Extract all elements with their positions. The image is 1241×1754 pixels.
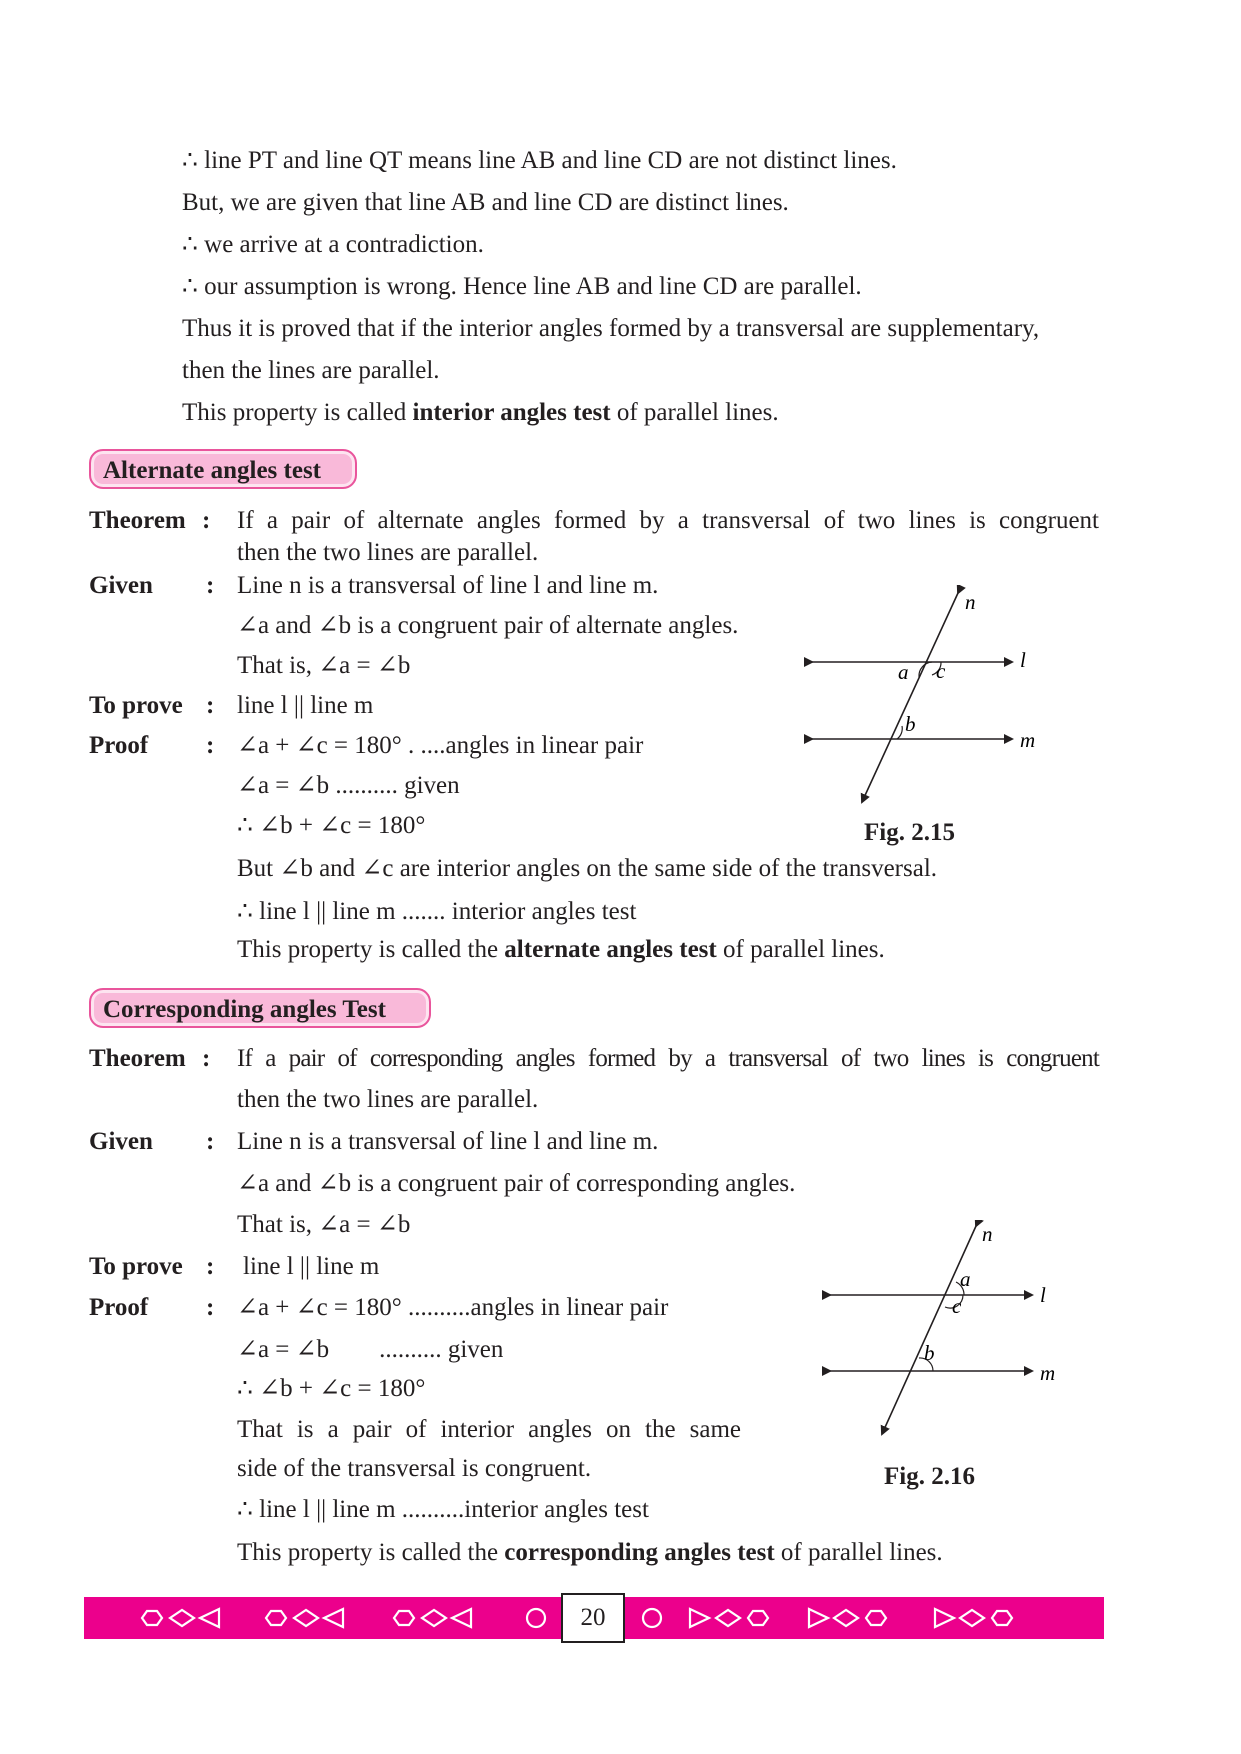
circle-icon	[527, 1609, 545, 1627]
alt-proof-line-1: ∠a + ∠c = 180° . ....angles in linear pair	[237, 732, 644, 759]
corr-theorem-label: Theorem	[89, 1045, 186, 1072]
intro-line-2: But, we are given that line AB and line CD are distinct lines.	[182, 189, 789, 216]
diamond-icon	[294, 1610, 318, 1626]
hexagon-icon	[992, 1611, 1012, 1625]
alternate-angles-heading: Alternate angles test	[89, 449, 357, 489]
label-c: c	[936, 659, 946, 683]
triangle-left-icon	[200, 1609, 219, 1627]
corr-theorem-colon: :	[202, 1045, 211, 1072]
label-c: c	[952, 1294, 962, 1318]
intro-line-7-post: of parallel lines.	[610, 399, 779, 426]
corr-proof-line-7-pre: This property is called the	[237, 1539, 505, 1566]
intro-line-5: Thus it is proved that if the interior angles formed by a transversal are supplementary,	[182, 315, 1040, 342]
triangle-left-icon	[324, 1609, 343, 1627]
alt-given-label: Given	[89, 572, 153, 599]
corr-proof-line-7-bold: corresponding angles test	[504, 1539, 775, 1566]
fig-2-16-caption: Fig. 2.16	[884, 1463, 975, 1490]
hexagon-icon	[142, 1611, 162, 1625]
intro-line-4: ∴ our assumption is wrong. Hence line AB and line CD are parallel.	[182, 273, 862, 300]
alt-proof-line-2: ∠a = ∠b .......... given	[237, 772, 460, 799]
hexagon-icon	[866, 1611, 886, 1625]
alt-proof-line-5: ∴ line l || line m ....... interior angles test	[237, 898, 637, 925]
corr-given-line-3: That is, ∠a = ∠b	[237, 1211, 411, 1238]
corr-proof-label: Proof	[89, 1294, 149, 1321]
fig-2-15-caption: Fig. 2.15	[864, 819, 955, 846]
corr-theorem-line-2: then the two lines are parallel.	[237, 1086, 539, 1113]
corr-given-label: Given	[89, 1128, 153, 1155]
alt-toprove: line l || line m	[237, 692, 374, 719]
line-n	[862, 593, 958, 802]
intro-line-1: ∴ line PT and line QT means line AB and line CD are not distinct lines.	[182, 147, 897, 174]
corr-proof-line-2: ∠a = ∠b .......... given	[237, 1336, 504, 1363]
intro-line-7-bold: interior angles test	[412, 399, 611, 426]
corr-given-line-1: Line n is a transversal of line l and line m.	[237, 1128, 659, 1155]
label-l: l	[1020, 648, 1026, 672]
alt-proof-line-6-bold: alternate angles test	[504, 936, 717, 963]
alt-proof-line-4: But ∠b and ∠c are interior angles on the same side of the transversal.	[237, 855, 938, 882]
intro-line-7-pre: This property is called	[182, 399, 413, 426]
alt-theorem-colon: :	[202, 507, 211, 534]
angle-b-arc	[897, 726, 902, 739]
alt-proof-line-6	[237, 935, 885, 965]
corr-given-line-2: ∠a and ∠b is a congruent pair of corresponding angles.	[237, 1170, 796, 1197]
corr-proof-line-7-post: of parallel lines.	[774, 1539, 943, 1566]
alt-toprove-label: To prove	[89, 692, 183, 719]
diamond-icon	[422, 1610, 446, 1626]
label-a: a	[898, 660, 909, 684]
alt-given-line-3: That is, ∠a = ∠b	[237, 652, 411, 679]
alt-given-line-1: Line n is a transversal of line l and line m.	[237, 572, 659, 599]
corr-given-colon: :	[206, 1128, 215, 1155]
corr-proof-line-6: ∴ line l || line m ..........interior angles test	[237, 1496, 649, 1523]
triangle-left-icon	[452, 1609, 471, 1627]
label-b: b	[924, 1341, 935, 1365]
label-b: b	[905, 712, 916, 736]
triangle-right-icon	[809, 1609, 828, 1627]
alt-theorem-line-2: then the two lines are parallel.	[237, 539, 539, 566]
diamond-icon	[834, 1610, 858, 1626]
line-n	[882, 1226, 976, 1434]
corresponding-angles-heading: Corresponding angles Test	[89, 988, 431, 1028]
alt-theorem-line-1: If a pair of alternate angles formed by a transversal of two lines is congruent	[237, 507, 1099, 534]
triangle-right-icon	[935, 1609, 954, 1627]
hexagon-icon	[266, 1611, 286, 1625]
corr-toprove-colon: :	[206, 1253, 215, 1280]
hexagon-icon	[748, 1611, 768, 1625]
corr-proof-line-5: side of the transversal is congruent.	[237, 1455, 592, 1482]
alt-toprove-colon: :	[206, 692, 215, 719]
alt-proof-line-6-pre: This property is called the	[237, 936, 505, 963]
corr-proof-colon: :	[206, 1294, 215, 1321]
alt-proof-colon: :	[206, 732, 215, 759]
label-n: n	[982, 1222, 993, 1246]
corr-toprove-label: To prove	[89, 1253, 183, 1280]
circle-icon	[643, 1609, 661, 1627]
alt-given-line-2: ∠a and ∠b is a congruent pair of alternate angles.	[237, 612, 739, 639]
figure-2-16	[820, 1220, 1080, 1445]
corr-toprove: line l || line m	[243, 1253, 380, 1280]
label-l: l	[1040, 1283, 1046, 1307]
label-m: m	[1020, 728, 1036, 752]
corr-proof-line-3: ∴ ∠b + ∠c = 180°	[237, 1375, 426, 1402]
page-number: 20	[561, 1593, 625, 1643]
corr-proof-line-4: That is a pair of interior angles on the same	[237, 1416, 741, 1443]
triangle-right-icon	[690, 1609, 709, 1627]
corr-proof-line-7	[237, 1538, 943, 1568]
alt-proof-line-3: ∴ ∠b + ∠c = 180°	[237, 812, 426, 839]
alt-theorem-label: Theorem	[89, 507, 186, 534]
alt-proof-label: Proof	[89, 732, 149, 759]
diamond-icon	[960, 1610, 984, 1626]
intro-line-3: ∴ we arrive at a contradiction.	[182, 231, 484, 258]
intro-line-6: then the lines are parallel.	[182, 357, 440, 384]
diamond-icon	[716, 1610, 740, 1626]
intro-line-7	[182, 398, 779, 428]
label-m: m	[1040, 1361, 1056, 1385]
alt-given-colon: :	[206, 572, 215, 599]
figure-2-15	[800, 585, 1060, 810]
label-n: n	[965, 590, 976, 614]
diamond-icon	[170, 1610, 194, 1626]
label-a: a	[960, 1267, 971, 1291]
alt-proof-line-6-post: of parallel lines.	[716, 936, 885, 963]
corr-proof-line-1: ∠a + ∠c = 180° ..........angles in linear pair	[237, 1294, 669, 1321]
corr-theorem-line-1: If a pair of corresponding angles formed by a transversal of two lines is congruent	[237, 1045, 1099, 1072]
hexagon-icon	[394, 1611, 414, 1625]
